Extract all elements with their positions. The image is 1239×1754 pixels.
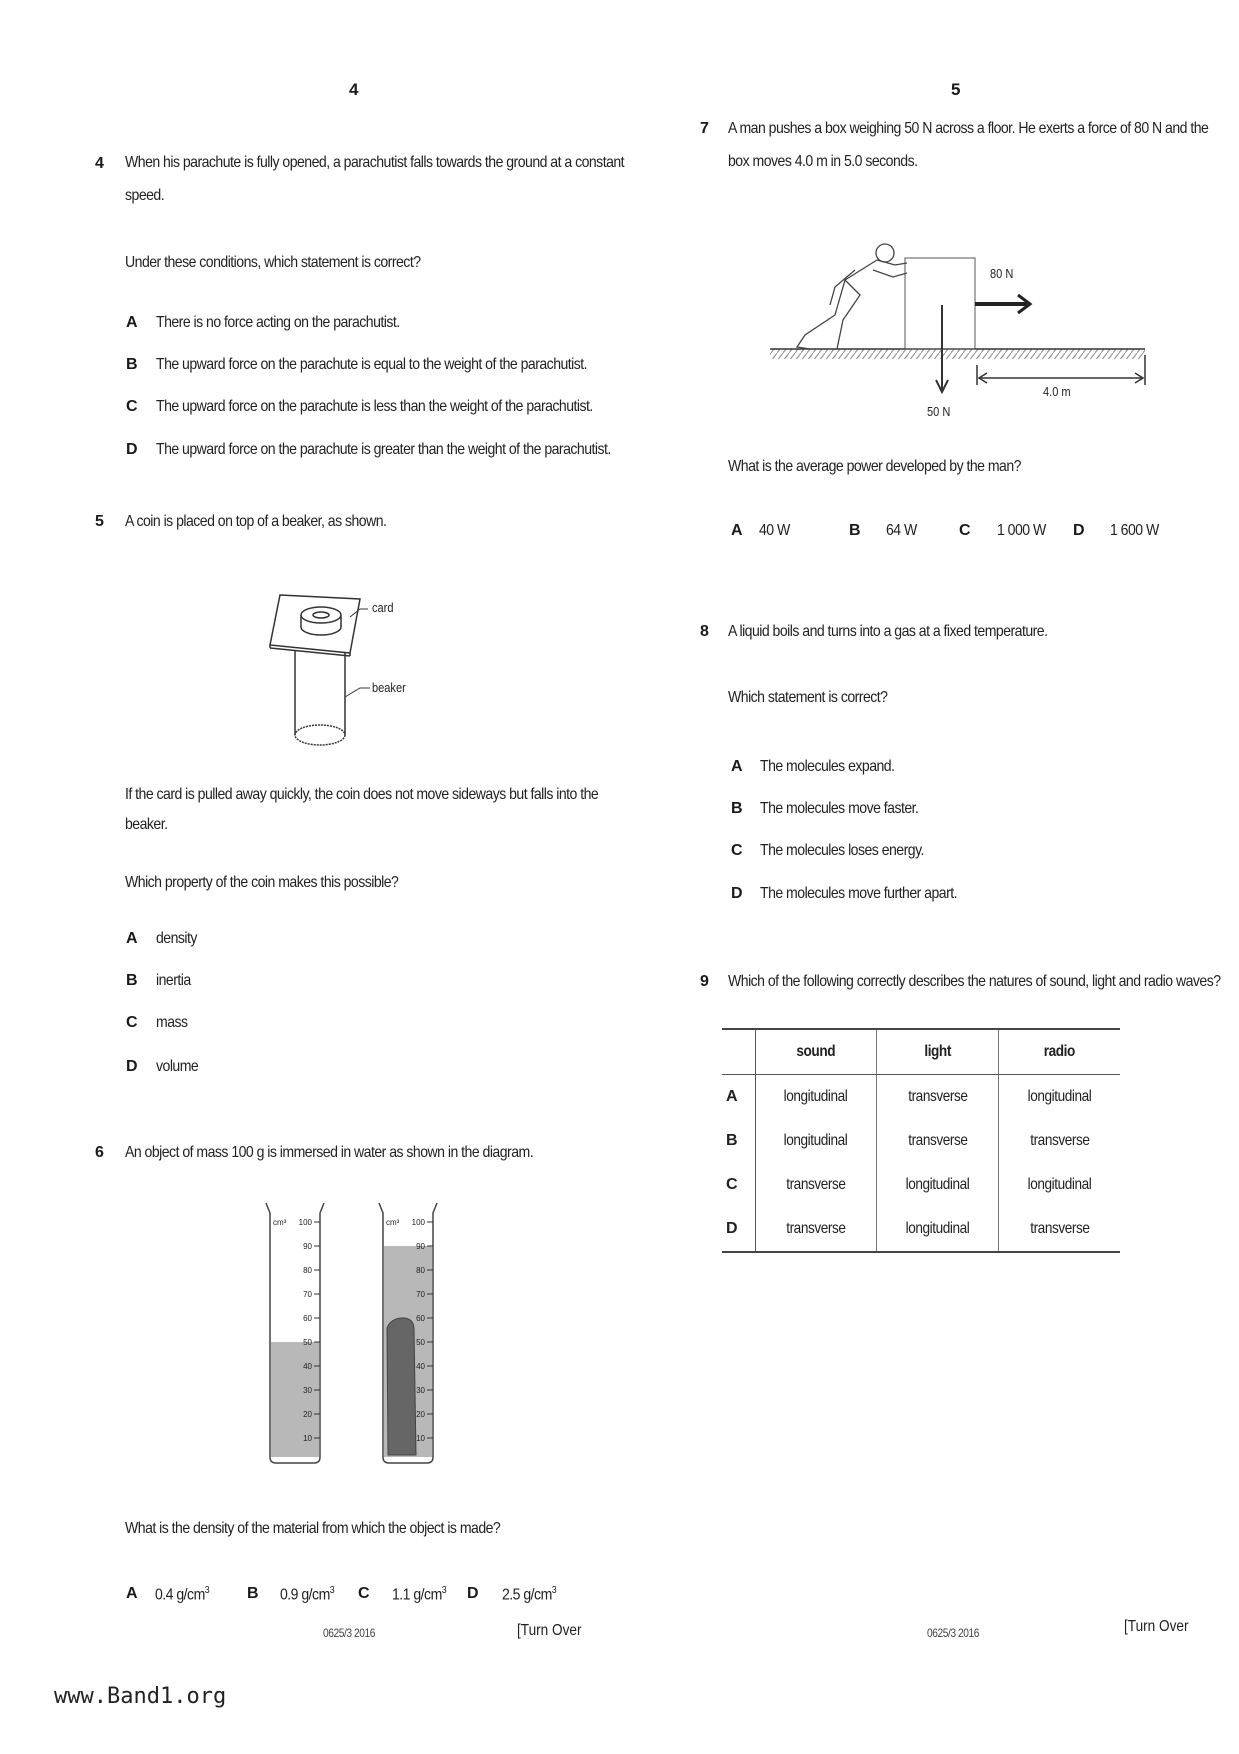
table-row[interactable] [722,1075,1120,1120]
scale-label: 40 [416,1362,425,1371]
question-stem-line: Which of the following correctly describes the natures of sound, light and radio waves? [728,973,1221,990]
option-text[interactable]: 64 W [886,522,917,539]
beaker [295,650,345,745]
question-stem-line: A coin is placed on top of a beaker, as shown. [125,513,387,530]
box [905,258,975,349]
scale-label: 20 [303,1410,312,1419]
push-force-label: 80 N [990,266,1014,281]
option-value[interactable]: 0.4 $g/cm^3$ [155,1585,210,1604]
scale-label: 20 [416,1410,425,1419]
option-text[interactable]: The molecules move faster. [760,800,919,817]
distance-label: 4.0 m [1043,384,1071,399]
left-footer-code: 0625/3 2016 [323,1626,376,1640]
measuring-cylinder-after [379,1203,437,1463]
scale-label: 10 [416,1434,425,1443]
row-label: A [722,1075,755,1120]
table-row[interactable] [722,1119,1120,1163]
right-page-number: 5 [951,80,961,99]
scale-label: 60 [303,1314,312,1323]
table-cell: transverse [755,1163,877,1207]
option-letter: A [731,758,743,775]
weight-label: 50 N [927,404,951,419]
option-text[interactable]: The molecules expand. [760,758,895,775]
table-cell: longitudinal [877,1163,999,1207]
option-text[interactable]: There is no force acting on the parachutist. [156,314,400,331]
row-label: B [722,1119,755,1163]
option-letter: D [731,885,743,902]
option-text[interactable]: The upward force on the parachute is greater than the weight of the parachutist. [156,441,611,458]
scale-label: 30 [416,1386,425,1395]
scale-label: 30 [303,1386,312,1395]
scale-label: 10 [303,1434,312,1443]
question-prompt: Under these conditions, which statement is correct? [125,254,421,271]
option-letter: C [126,1014,138,1031]
question-text-line: beaker. [125,816,168,833]
table-cell: longitudinal [755,1119,877,1163]
option-text[interactable]: The molecules loses energy. [760,842,924,859]
table-cell: transverse [1029,1132,1090,1149]
push-force-arrow-icon [975,295,1030,313]
option-text[interactable]: inertia [156,972,191,989]
scale-label: 70 [416,1290,425,1299]
question-number: 6 [95,1144,104,1161]
left-turn-over: [Turn Over [517,1622,582,1639]
option-letter: A [126,1585,138,1602]
option-text[interactable]: 1 000 W [997,522,1046,539]
option-letter: D [467,1585,479,1602]
coin-beaker-diagram [265,585,445,755]
table-cell: longitudinal [1027,1088,1092,1105]
question-prompt: What is the density of the material from which the object is made? [125,1520,501,1537]
scale-label: 40 [303,1362,312,1371]
man-pushing-box-diagram [765,225,1165,430]
option-text[interactable]: density [156,930,197,947]
option-letter: C [731,842,743,859]
question-prompt: Which property of the coin makes this possible? [125,874,399,891]
table-cell: transverse [755,1207,877,1251]
scale-label: 60 [416,1314,425,1323]
option-letter: B [247,1585,259,1602]
option-text[interactable]: The upward force on the parachute is equal to the weight of the parachutist. [156,356,588,373]
option-letter: C [959,522,971,539]
right-turn-over: [Turn Over [1124,1618,1189,1635]
table-header-cell: light [877,1030,999,1075]
man-figure-icon [797,244,907,349]
table-row[interactable] [722,1207,1120,1251]
question-number: 7 [700,120,709,137]
table-cell: longitudinal [755,1075,877,1120]
option-text[interactable]: volume [156,1058,199,1075]
question-number: 4 [95,155,104,172]
question-stem-line: A man pushes a box weighing 50 N across a floor. He exerts a force of 80 N and the [728,120,1209,137]
option-letter: A [126,930,138,947]
measuring-cylinders-diagram [260,1195,460,1470]
option-letter: B [126,972,138,989]
question-stem-line: When his parachute is fully opened, a parachutist falls towards the ground at a constant [125,154,625,171]
scale-label: 50 [303,1338,312,1347]
table-cell: transverse [877,1119,999,1163]
option-letter: B [731,800,743,817]
scale-label: 80 [416,1266,425,1275]
question-stem-line: An object of mass 100 g is immersed in water as shown in the diagram. [125,1144,534,1161]
left-page-number: 4 [349,80,359,99]
right-footer-code: 0625/3 2016 [927,1626,980,1640]
distance-arrow-icon [977,355,1145,385]
wave-nature-table [722,1028,1120,1253]
option-letter: D [126,1058,138,1075]
question-stem-line: box moves 4.0 m in 5.0 seconds. [728,153,918,170]
question-stem-line: A liquid boils and turns into a gas at a fixed temperature. [728,623,1048,640]
scale-label: 90 [416,1242,425,1251]
unit-label: cm³ [273,1218,287,1227]
option-letter: D [1073,522,1085,539]
option-text[interactable]: mass [156,1014,188,1031]
row-label: C [722,1163,755,1207]
option-text[interactable]: 1 600 W [1110,522,1159,539]
option-text[interactable]: 40 W [759,522,790,539]
scale-label: 90 [303,1242,312,1251]
table-cell: transverse [1029,1220,1090,1237]
question-number: 9 [700,973,709,990]
option-text[interactable]: The molecules move further apart. [760,885,958,902]
table-header-cell: radio [999,1030,1120,1075]
option-letter: C [126,398,138,415]
floor-hatching [770,349,1145,359]
question-prompt: What is the average power developed by the man? [728,458,1021,475]
row-label: D [722,1207,755,1251]
option-value[interactable]: 2.5 $g/cm^3$ [502,1585,557,1604]
question-prompt: Which statement is correct? [728,689,888,706]
option-letter: A [126,314,138,331]
unit-label: cm³ [386,1218,400,1227]
table-header-cell: sound [755,1030,877,1075]
question-number: 8 [700,623,709,640]
coin-icon [301,607,341,635]
table-cell: transverse [877,1075,999,1120]
scale-label: 80 [303,1266,312,1275]
option-value[interactable]: 0.9 $g/cm^3$ [280,1585,335,1604]
scale-label: 100 [411,1218,425,1227]
table-cell: longitudinal [877,1207,999,1251]
table-cell: longitudinal [1027,1176,1092,1193]
option-letter: B [849,522,861,539]
table-row[interactable] [722,1163,1120,1207]
beaker-label: beaker [372,680,406,695]
watermark-link[interactable]: www.Band1.org [54,1684,227,1709]
question-stem-line: speed. [125,187,165,204]
card-label: card [372,600,394,615]
measuring-cylinder-before [266,1203,324,1463]
option-letter: C [358,1585,370,1602]
table-header-row [722,1030,1120,1075]
question-text-line: If the card is pulled away quickly, the coin does not move sideways but falls into the [125,786,599,803]
option-letter: B [126,356,138,373]
scale-label: 100 [298,1218,312,1227]
option-value[interactable]: 1.1 $g/cm^3$ [392,1585,447,1604]
option-text[interactable]: The upward force on the parachute is less than the weight of the parachutist. [156,398,593,415]
scale-label: 70 [303,1290,312,1299]
scale-label: 50 [416,1338,425,1347]
option-letter: D [126,441,138,458]
immersed-object [387,1318,416,1455]
question-number: 5 [95,513,104,530]
option-letter: A [731,522,743,539]
table-corner-cell [722,1030,755,1075]
